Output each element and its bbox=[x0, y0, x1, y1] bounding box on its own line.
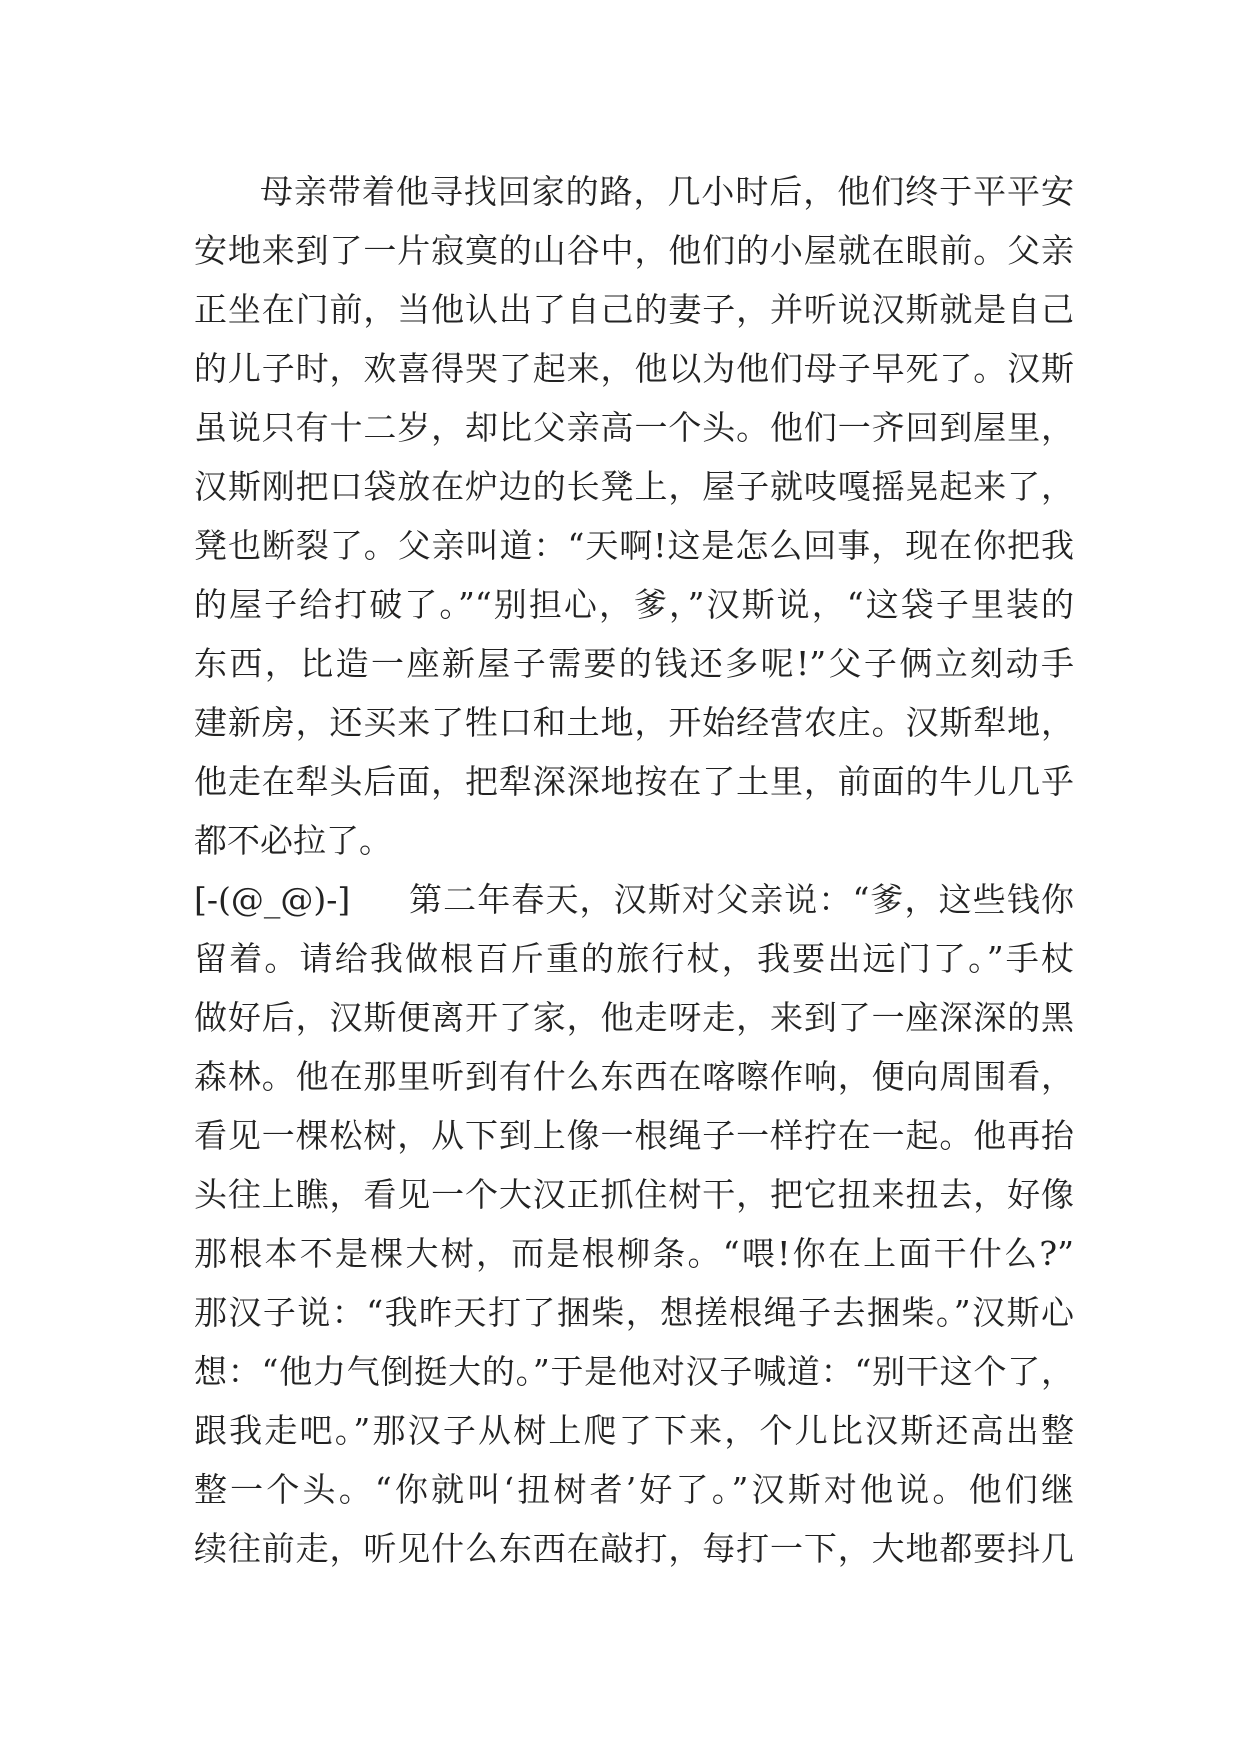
text-line: 第二年春天，汉斯对父亲说：“爹，这些钱你 bbox=[409, 880, 1074, 919]
paragraph-marker: [-(@_@)-] bbox=[194, 880, 351, 919]
paragraph-1 bbox=[194, 162, 1074, 870]
text-line: 他走在犁头后面，把犁深深地按在了土里，前面的牛儿几乎 bbox=[194, 762, 1074, 801]
text-line: 都不必拉了。 bbox=[194, 821, 392, 860]
text-line: 东西，比造一座新屋子需要的钱还多呢!”父子俩立刻动手 bbox=[194, 644, 1074, 683]
text-line: 建新房，还买来了牲口和土地，开始经营农庄。汉斯犁地， bbox=[194, 703, 1074, 742]
text-line: 留着。请给我做根百斤重的旅行杖，我要出远门了。”手杖 bbox=[194, 939, 1074, 978]
text-line: 安地来到了一片寂寞的山谷中，他们的小屋就在眼前。父亲 bbox=[194, 231, 1074, 270]
text-line-with-marker bbox=[194, 870, 1074, 929]
text-line: 头往上瞧，看见一个大汉正抓住树干，把它扭来扭去，好像 bbox=[194, 1175, 1074, 1214]
text-line: 那汉子说：“我昨天打了捆柴，想搓根绳子去捆柴。”汉斯心 bbox=[194, 1293, 1074, 1332]
text-line: 续往前走，听见什么东西在敲打，每打一下，大地都要抖几 bbox=[194, 1529, 1074, 1568]
text-line: 跟我走吧。”那汉子从树上爬了下来，个儿比汉斯还高出整 bbox=[194, 1411, 1074, 1450]
text-line: 看见一棵松树，从下到上像一根绳子一样拧在一起。他再抬 bbox=[194, 1116, 1074, 1155]
text-line: 正坐在门前，当他认出了自己的妻子，并听说汉斯就是自己 bbox=[194, 290, 1074, 329]
text-line: 那根本不是棵大树，而是根柳条。“喂!你在上面干什么?” bbox=[194, 1234, 1074, 1273]
text-line: 虽说只有十二岁，却比父亲高一个头。他们一齐回到屋里， bbox=[194, 408, 1074, 447]
text-line: 凳也断裂了。父亲叫道：“天啊!这是怎么回事，现在你把我 bbox=[194, 526, 1074, 565]
text-line: 的儿子时，欢喜得哭了起来，他以为他们母子早死了。汉斯 bbox=[194, 349, 1074, 388]
text-line: 整一个头。“你就叫‘扭树者’好了。”汉斯对他说。他们继 bbox=[194, 1470, 1074, 1509]
text-line: 母亲带着他寻找回家的路，几小时后，他们终于平平安 bbox=[260, 172, 1074, 211]
text-line: 汉斯刚把口袋放在炉边的长凳上，屋子就吱嘎摇晃起来了， bbox=[194, 467, 1074, 506]
text-line: 做好后，汉斯便离开了家，他走呀走，来到了一座深深的黑 bbox=[194, 998, 1074, 1037]
text-line: 想：“他力气倒挺大的。”于是他对汉子喊道：“别干这个了， bbox=[194, 1352, 1074, 1391]
text-line: 森林。他在那里听到有什么东西在喀嚓作响，便向周围看， bbox=[194, 1057, 1074, 1096]
paragraph-2 bbox=[194, 870, 1074, 1578]
document-body bbox=[194, 162, 1074, 1578]
text-line: 的屋子给打破了。”“别担心，爹，”汉斯说，“这袋子里装的 bbox=[194, 585, 1074, 624]
